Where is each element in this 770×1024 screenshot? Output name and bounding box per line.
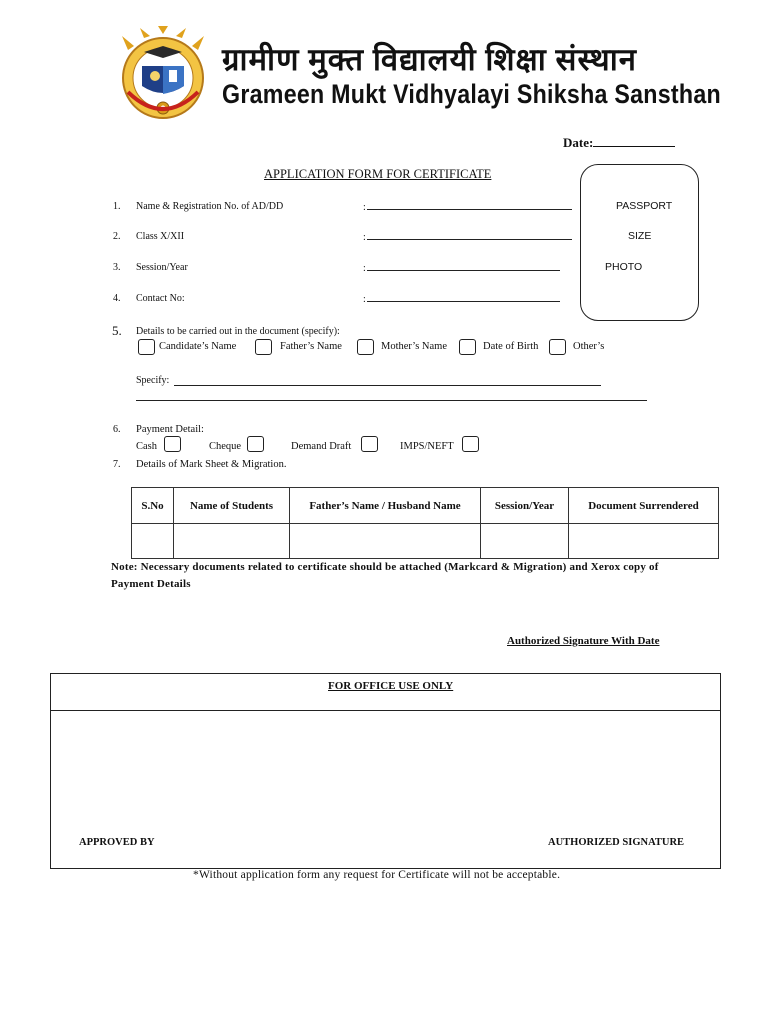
table-cell-sno[interactable]	[132, 524, 174, 559]
photo-box-line2: SIZE	[628, 230, 652, 242]
marksheet-label: Details of Mark Sheet & Migration.	[136, 459, 287, 470]
field-number: 4.	[113, 293, 121, 304]
specify-line-2[interactable]	[136, 400, 647, 401]
field-colon: :	[363, 294, 366, 305]
checkbox-imps-neft[interactable]	[462, 436, 479, 452]
table-cell-session-year[interactable]	[481, 524, 569, 559]
office-use-divider	[50, 710, 721, 711]
checkbox-date-of-birth[interactable]	[459, 339, 476, 355]
institution-title-english: Grameen Mukt Vidhyalayi Shiksha Sansthan	[222, 79, 721, 109]
passport-photo-box	[580, 164, 699, 321]
date-field[interactable]	[563, 135, 675, 151]
table-cell-document-surrendered[interactable]	[569, 524, 719, 559]
option-label: Cash	[136, 441, 157, 452]
table-cell-student-name[interactable]	[174, 524, 290, 559]
specify-line-1[interactable]	[174, 385, 601, 386]
field-colon: :	[363, 263, 366, 274]
option-label: Mother’s Name	[381, 341, 447, 352]
table-row	[132, 524, 719, 559]
table-header-student-name: Name of Students	[174, 488, 290, 524]
field-colon: :	[363, 232, 366, 243]
checkbox-others[interactable]	[549, 339, 566, 355]
footer-note: *Without application form any request for Certificate will not be acceptable.	[193, 869, 561, 881]
table-header-row	[132, 488, 719, 524]
table-header-sno: S.No	[132, 488, 174, 524]
payment-label: Payment Detail:	[136, 424, 204, 435]
field-label-class: Class X/XII	[136, 231, 185, 242]
field-label-session-year: Session/Year	[136, 262, 188, 273]
marksheet-table	[131, 487, 719, 559]
field-number: 6.	[113, 424, 121, 435]
checkbox-cheque[interactable]	[247, 436, 264, 452]
photo-box-line1: PASSPORT	[616, 200, 673, 212]
documents-note: Note: Necessary documents related to certificate should be attached (Markcard & Migration) and Xerox copy of Payment Details	[111, 561, 659, 590]
field-label-name-registration: Name & Registration No. of AD/DD	[136, 201, 284, 212]
photo-box-line3: PHOTO	[605, 261, 643, 273]
details-label: Details to be carried out in the document (specify):	[136, 326, 340, 337]
checkbox-candidates-name[interactable]	[138, 339, 155, 355]
institution-logo	[114, 26, 212, 124]
form-title: APPLICATION FORM FOR CERTIFICATE	[264, 167, 492, 181]
field-colon: :	[363, 202, 366, 213]
field-input-class[interactable]	[363, 231, 572, 243]
option-label: Other’s	[573, 341, 605, 352]
table-cell-father-husband-name[interactable]	[290, 524, 481, 559]
field-number: 2.	[113, 231, 121, 242]
table-header-father-husband-name: Father’s Name / Husband Name	[290, 488, 481, 524]
checkbox-mothers-name[interactable]	[357, 339, 374, 355]
date-label: Date:	[563, 135, 594, 150]
authorized-signature-label: AUTHORIZED SIGNATURE	[548, 837, 685, 848]
table-header-document-surrendered: Document Surrendered	[569, 488, 719, 524]
field-underline	[367, 231, 572, 240]
office-use-title: FOR OFFICE USE ONLY	[328, 680, 454, 692]
authorized-signature-with-date: Authorized Signature With Date	[507, 635, 660, 647]
option-label: Candidate’s Name	[159, 341, 237, 352]
field-number: 7.	[113, 459, 121, 470]
institution-title-hindi: ग्रामीण मुक्त विद्यालयी शिक्षा संस्थान	[222, 42, 637, 77]
option-label: Father’s Name	[280, 341, 342, 352]
option-label: Cheque	[209, 441, 242, 452]
field-label-contact: Contact No:	[136, 293, 185, 304]
field-underline	[367, 201, 572, 210]
option-label: Date of Birth	[483, 341, 539, 352]
checkbox-cash[interactable]	[164, 436, 181, 452]
field-number: 1.	[113, 201, 121, 212]
option-label: Demand Draft	[291, 441, 352, 452]
institution-emblem-icon	[114, 26, 212, 124]
option-label: IMPS/NEFT	[400, 441, 454, 452]
specify-label: Specify:	[136, 375, 170, 386]
field-input-name-registration[interactable]	[363, 201, 572, 213]
field-input-session-year[interactable]	[363, 262, 560, 274]
field-number: 5.	[112, 323, 122, 338]
date-line[interactable]	[593, 135, 675, 147]
field-underline	[367, 262, 560, 271]
field-number: 3.	[113, 262, 121, 273]
checkbox-demand-draft[interactable]	[361, 436, 378, 452]
table-header-session-year: Session/Year	[481, 488, 569, 524]
approved-by-label: APPROVED BY	[79, 837, 155, 848]
checkbox-fathers-name[interactable]	[255, 339, 272, 355]
field-underline	[367, 293, 560, 302]
field-input-contact[interactable]	[363, 293, 560, 305]
